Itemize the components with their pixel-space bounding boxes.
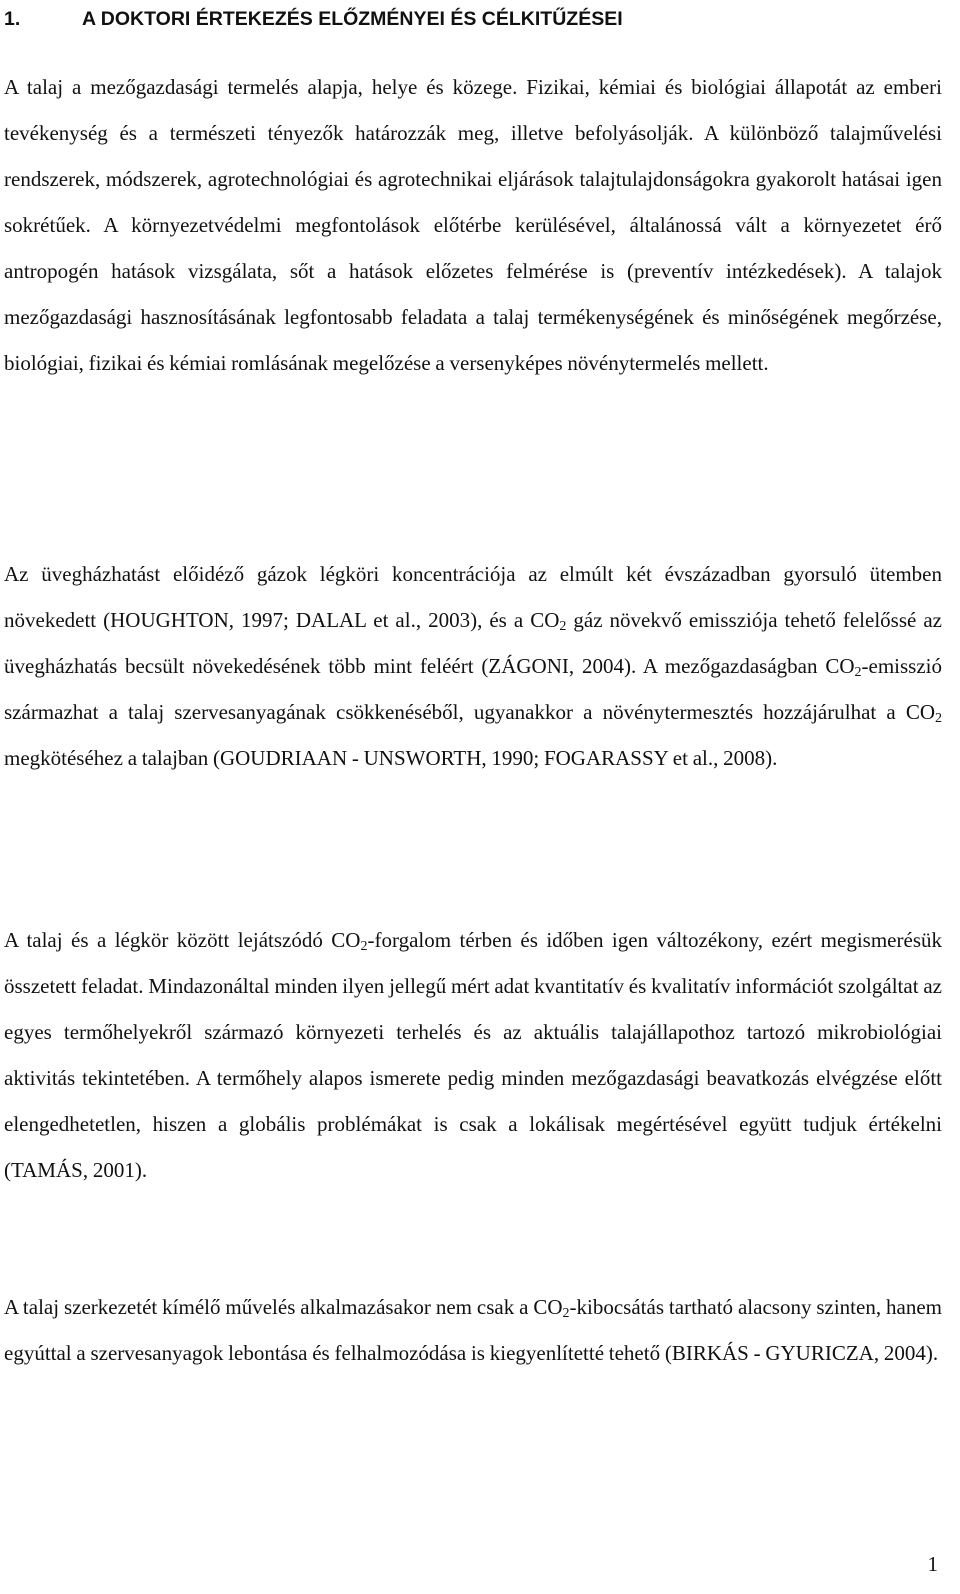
paragraph-4-part-2: -kibocsátás tartható alacsony szinten, hanem egyúttal a szervesanyagok lebontása és felhalmozódása is kiegyenlítetté tehető (BIRKÁS - GYURICZA, 2004).	[4, 1295, 942, 1365]
co2-subscript: 2	[559, 619, 567, 634]
paragraph-2-part-3: -emisszió származhat a talaj szervesanyagának csökkenéséből, ugyanakkor a növénytermesztés hozzájárulhat a CO	[4, 654, 942, 724]
paragraph-2	[4, 551, 942, 781]
paragraph-3	[4, 917, 942, 1193]
paragraph-3-part-1: A talaj és a légkör között lejátszódó CO	[4, 928, 361, 952]
co2-subscript: 2	[935, 711, 942, 726]
section-number: 1.	[4, 8, 21, 30]
section-title: A DOKTORI ÉRTEKEZÉS ELŐZMÉNYEI ÉS CÉLKITŰZÉSEI	[82, 8, 623, 30]
paragraph-2-part-1: Az üvegházhatást előidéző gázok légköri koncentrációja az elmúlt két évszázadban gyorsuló ütemben növekedett (HOUGHTON, 1997; DALAL et al., 2003), és a CO	[4, 562, 942, 632]
co2-subscript: 2	[854, 665, 862, 680]
paragraph-4	[4, 1284, 942, 1376]
co2-subscript: 2	[360, 939, 368, 954]
section-heading	[4, 4, 623, 34]
paragraph-1: A talaj a mezőgazdasági termelés alapja, helye és közege. Fizikai, kémiai és biológiai állapotát az emberi tevékenység és a természeti tényezők határozzák meg, illetve befolyásolják. A különböző talajművelési rendszerek, módszerek, agrotechnológiai és agrotechnikai eljárások talajtulajdonságokra gyakorolt hatásai igen sokrétűek. A környezetvédelmi megfontolások előtérbe kerülésével, általánossá vált a környezetet érő antropogén hatások vizsgálata, sőt a hatások előzetes felmérése is (preventív intézkedések). A talajok mezőgazdasági hasznosításának legfontosabb feladata a talaj termékenységének és minőségének megőrzése, biológiai, fizikai és kémiai romlásának megelőzése a versenyképes növénytermelés mellett.	[4, 75, 942, 375]
paragraph-2-part-2: gáz növekvő emissziója tehető felelőssé az üvegházhatás becsült növekedésének több mint feléért (ZÁGONI, 2004). A mezőgazdaságban CO	[4, 608, 942, 678]
paragraph-3-part-2: -forgalom térben és időben igen változékony, ezért megismerésük összetett feladat. Mindazonáltal minden ilyen jellegű mért adat kvantitatív és kvalitatív információt szolgáltat az egyes termőhelyekről származó környezeti terhelés és az aktuális talajállapothoz tartozó mikrobiológiai aktivitás tekintetében. A termőhely alapos ismerete pedig minden mezőgazdasági beavatkozás elvégzése előtt elengedhetetlen, hiszen a globális problémákat is csak a lokálisak megértésével együtt tudjuk értékelni (TAMÁS, 2001).	[4, 928, 942, 1182]
co2-subscript: 2	[562, 1306, 570, 1321]
paragraph-2-part-4: megkötéséhez a talajban (GOUDRIAAN - UNSWORTH, 1990; FOGARASSY et al., 2008).	[4, 746, 778, 770]
page-number: 1	[927, 1552, 938, 1576]
paragraph-4-part-1: A talaj szerkezetét kímélő művelés alkalmazásakor nem csak a CO	[4, 1295, 563, 1319]
